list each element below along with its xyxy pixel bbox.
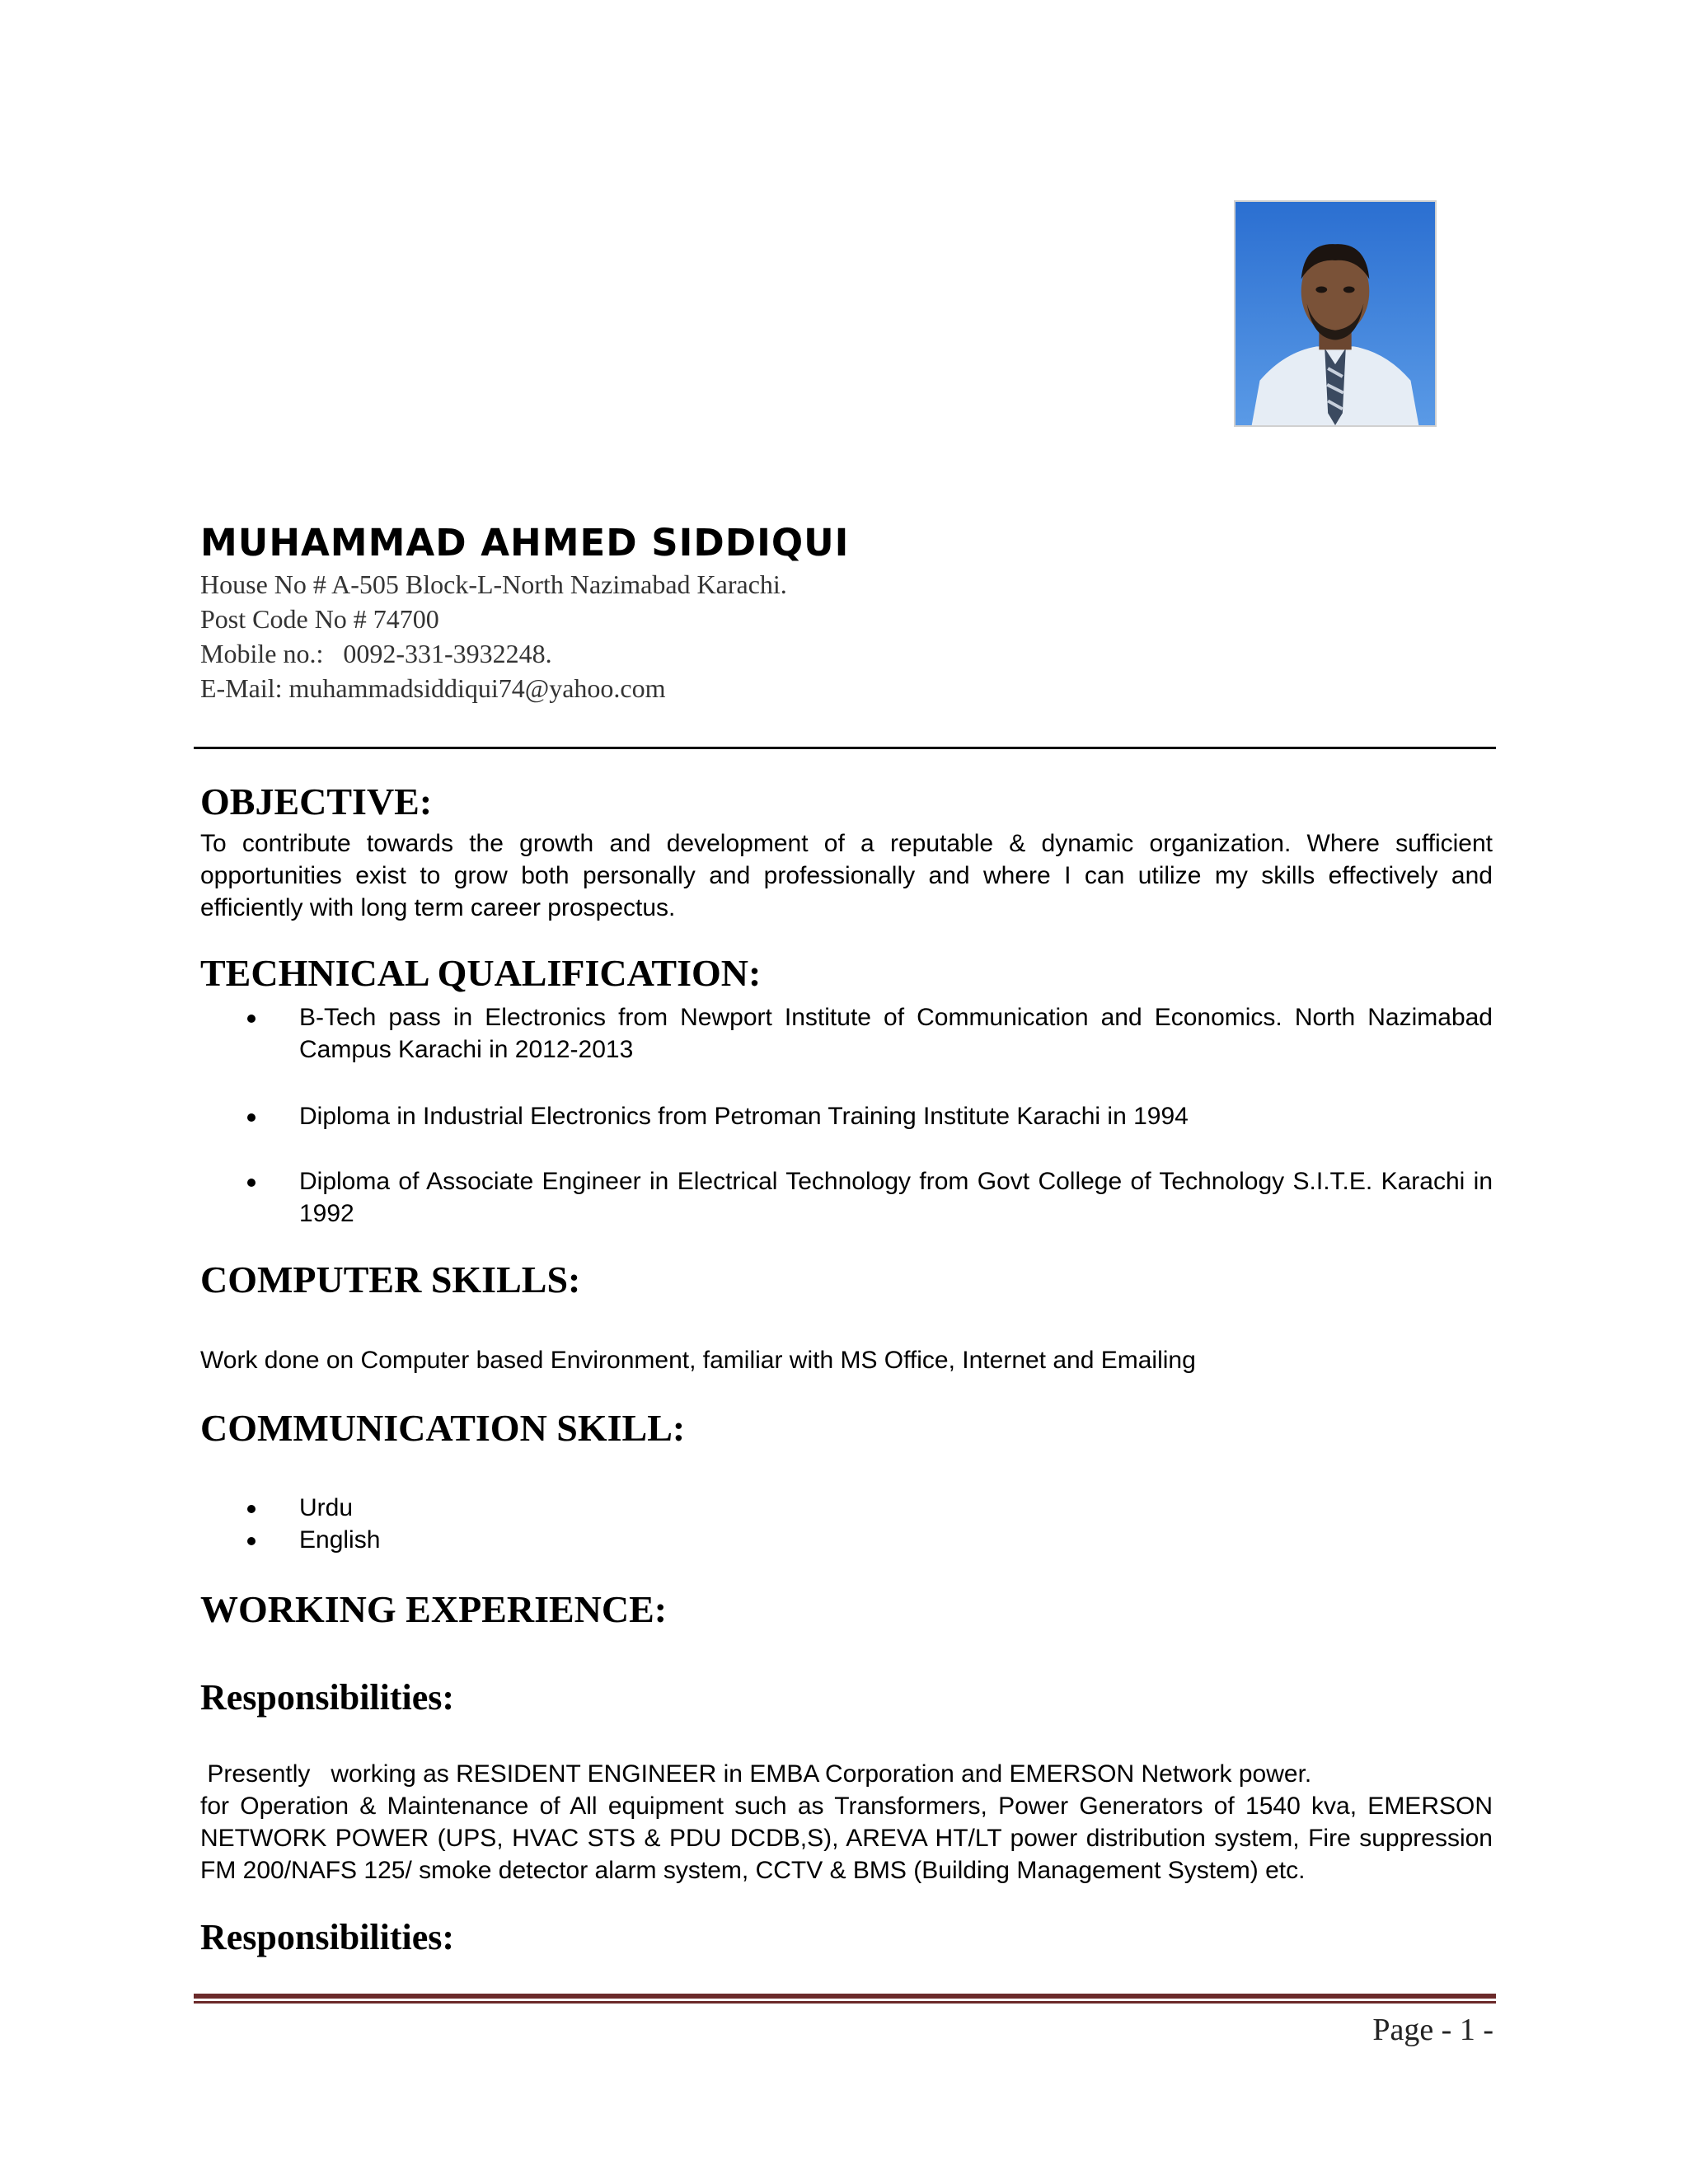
bullet-icon (247, 1015, 256, 1023)
objective-text: To contribute towards the growth and development of a reputable & dynamic organization. Where sufficient opportunities exist to grow both personally and professionally and where I can utilize my skills effectively and efficiently with long term career prospectus. (200, 830, 1493, 921)
page-number: Page - 1 - (1372, 2013, 1493, 2047)
communication-skill-heading: COMMUNICATION SKILL: (200, 1407, 686, 1449)
objective-heading: OBJECTIVE: (200, 780, 433, 823)
contact-block (200, 567, 787, 705)
candidate-name: MUHAMMAD AHMED SIDDIQUI (200, 521, 850, 565)
header-divider (194, 747, 1496, 749)
list-item: Diploma in Industrial Electronics from Petroman Training Institute Karachi in 1994 (200, 1100, 1493, 1132)
computer-skills-text: Work done on Computer based Environment, familiar with MS Office, Internet and Emailing (200, 1347, 1196, 1374)
responsibilities-heading: Responsibilities: (200, 1677, 455, 1718)
list-item: B-Tech pass in Electronics from Newport Institute of Communication and Economics. North Nazimabad Campus Karachi in 2012-2013 (200, 1001, 1493, 1066)
footer-divider (194, 1994, 1496, 1999)
list-item: English (200, 1524, 1493, 1556)
bullet-icon (247, 1113, 256, 1122)
technical-qualification-heading: TECHNICAL QUALIFICATION: (200, 952, 762, 994)
computer-skills-heading: COMPUTER SKILLS: (200, 1258, 581, 1301)
footer-divider-thin (194, 2001, 1496, 2004)
profile-photo (1234, 200, 1437, 427)
mobile-line: Mobile no.: 0092-331-3932248. (200, 639, 552, 668)
experience-description: for Operation & Maintenance of All equipment such as Transformers, Power Generators of 1540 kva, EMERSON NETWORK POWER (UPS, HVAC STS & PDU DCDB,S), AREVA HT/LT power distribution system, Fire suppression FM 200/NAFS 125/ smoke detector alarm system, CCTV & BMS (Building Management System) etc. (200, 1793, 1493, 1884)
technical-qualification-list (200, 1165, 1493, 1230)
email-line: E-Mail: muhammadsiddiqui74@yahoo.com (200, 673, 666, 703)
list-item: Diploma of Associate Engineer in Electrical Technology from Govt College of Technology S.I.T.E. Karachi in 1992 (200, 1165, 1493, 1230)
bullet-icon (247, 1537, 256, 1545)
post-code-line: Post Code No # 74700 (200, 604, 439, 634)
address-line: House No # A-505 Block-L-North Nazimabad Karachi. (200, 569, 787, 599)
working-experience-heading: WORKING EXPERIENCE: (200, 1588, 668, 1630)
bullet-icon (247, 1179, 256, 1187)
technical-qualification-list (200, 1001, 1493, 1066)
bullet-icon (247, 1505, 256, 1513)
communication-skill-list (200, 1492, 1493, 1556)
experience-position-line: Presently working as RESIDENT ENGINEER in EMBA Corporation and EMERSON Network power. (200, 1760, 1312, 1788)
technical-qualification-list (200, 1100, 1493, 1132)
responsibilities-heading-2: Responsibilities: (200, 1917, 455, 1957)
list-item: Urdu (200, 1492, 1493, 1524)
profile-photo-image (1236, 202, 1435, 425)
